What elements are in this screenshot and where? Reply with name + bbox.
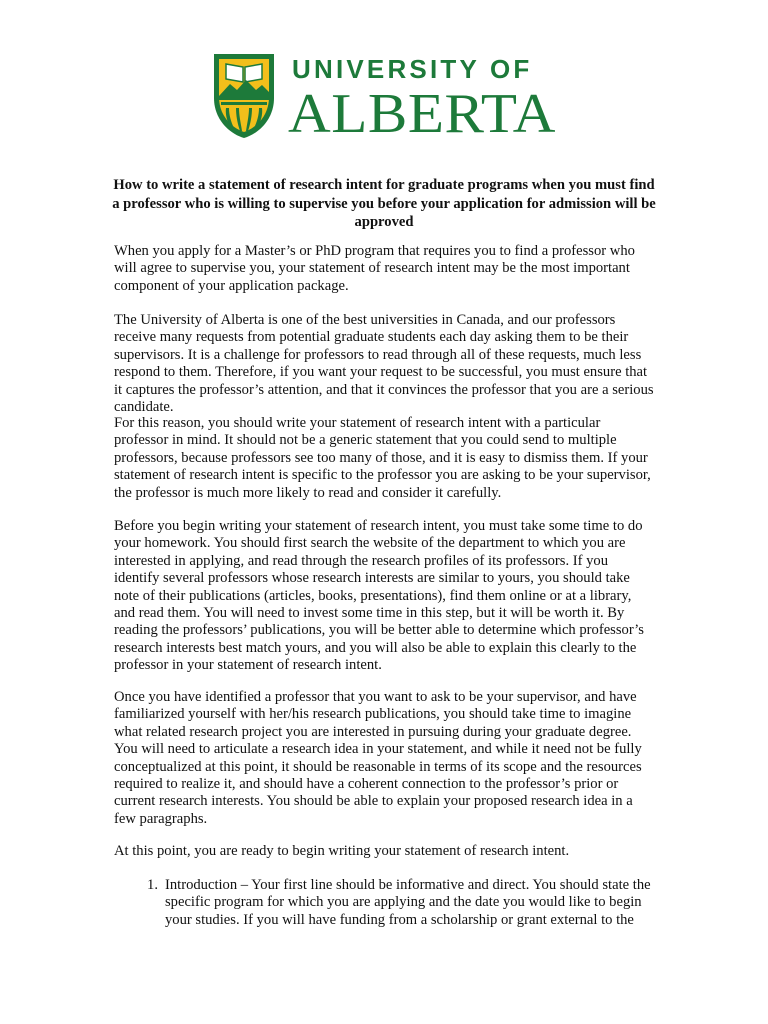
paragraph-2: The University of Alberta is one of the best universities in Canada, and our professors receive many requests from potential graduate students each day asking them to be their supervisors. It is a challenge for professors to read through all of these requests, much less respond to them. Therefore, if you want your request to be successful, you must ensure that it captures the professor’s attention, and that it convinces the professor that you are a serious candidate. [114,312,654,416]
document-title: How to write a statement of research intent for graduate programs when you must find a professor who is willing to supervise you before your application for admission will be approved [112,177,656,230]
paragraph-6: At this point, you are ready to begin writing your statement of research intent. [114,843,570,859]
logo-line1: UNIVERSITY OF [292,54,533,84]
logo-line2: ALBERTA [288,83,557,140]
shield-icon [214,54,274,138]
university-logo [212,52,558,140]
paragraph-1: When you apply for a Master’s or PhD program that requires you to find a professor who will agree to supervise you, your statement of research intent may be the most important component of your application package. [114,243,635,294]
list-item [114,877,654,929]
paragraph-3: For this reason, you should write your statement of research intent with a particular professor in mind. It should not be a generic statement that you could send to multiple professors, because professors see too many of those, and it is easy to dismiss them. If your statement of research intent is specific to the professor you are asking to be your supervisor, the professor is much more likely to read and consider it carefully. [114,415,651,501]
numbered-list [114,877,654,929]
list-number: 1. [147,877,158,893]
paragraph-4: Before you begin writing your statement of research intent, you must take some time to do your homework. You should first search the website of the department to which you are interested in applying, and read through the research profiles of its professors. If you identify several professors whose research interests are similar to yours, you should take note of their publications (articles, books, presentations), find them online or at a library, and read them. You will need to invest some time in this step, but it will be worth it. By reading the professors’ publications, you will be better able to determine which professor’s research interests best match yours, and you will also be able to explain this clearly to the professor in your statement of research intent. [114,518,644,674]
paragraph-5: Once you have identified a professor that you want to ask to be your supervisor, and have familiarized yourself with her/his research publications, you should take time to imagine what related research project you are interested in pursuing during your graduate degree. You will need to articulate a research idea in your statement, and while it need not be fully conceptualized at this point, it should be reasonable in terms of its scope and the resources required to realize it, and should have a coherent connection to the professor’s prior or current research interests. You should be able to explain your proposed research idea in a few paragraphs. [114,689,642,827]
list-text: Introduction – Your first line should be informative and direct. You should state the specific program for which you are applying and the date you would like to begin your studies. If you will have funding from a scholarship or grant external to the [165,877,651,928]
